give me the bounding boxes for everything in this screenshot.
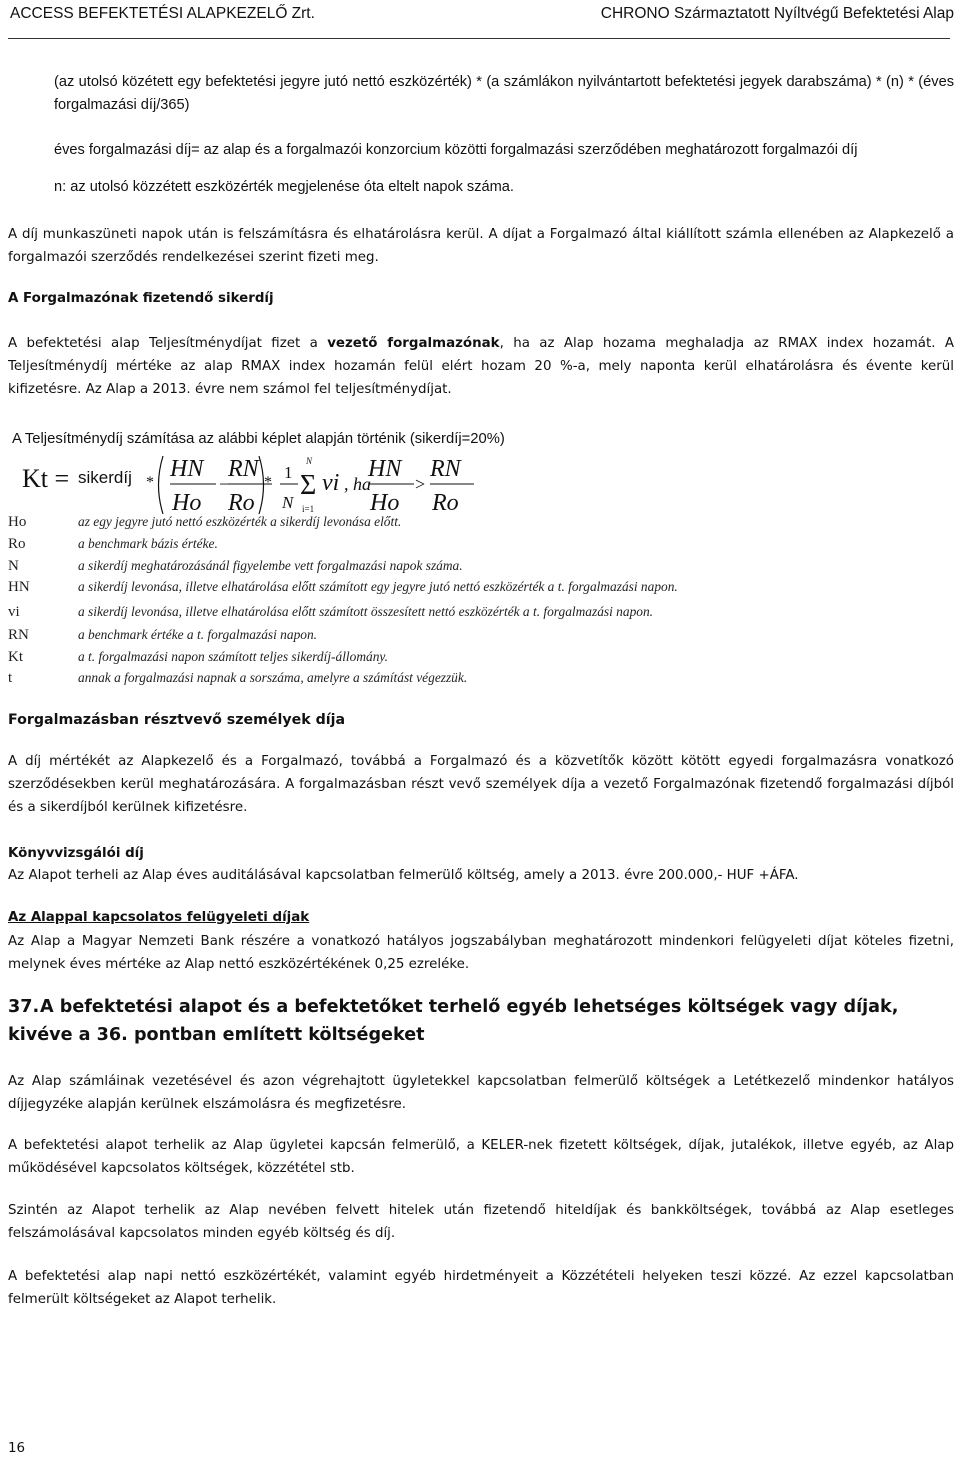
formula-ho-compare-bottom: Ho	[370, 490, 400, 516]
formula-rn-compare-top: RN	[430, 456, 461, 482]
legend-row	[8, 604, 948, 624]
formula-ho-bottom: Ho	[172, 490, 202, 516]
supervision-heading: Az Alappal kapcsolatos felügyeleti díjak	[8, 910, 310, 925]
legend-definition: az egy jegyre jutó nettó eszközérték a sikerdíj levonása előtt.	[78, 514, 402, 529]
formula-sum-top: N	[306, 456, 313, 466]
legend-symbol: vi	[8, 604, 20, 620]
legend-row	[8, 649, 948, 669]
formula-hn-top: HN	[170, 456, 204, 482]
legend-definition: a sikerdíj meghatározásánál figyelembe vett forgalmazási napok száma.	[78, 558, 463, 573]
legend-row	[8, 670, 948, 690]
legend-definition: a sikerdíj levonása, illetve elhatárolása előtt számított egy jegyre jutó nettó eszközérték a t. forgalmazási napon.	[78, 579, 678, 594]
n-definition: n: az utolsó közzétett eszközérték megjelenése óta eltelt napok száma.	[54, 179, 514, 195]
participants-heading: Forgalmazásban résztvevő személyek díja	[8, 712, 346, 728]
section-37-paragraph-3: Szintén az Alapot terhelik az Alap nevében felvett hitelek után fizetendő hiteldíjak és bankköltségek, továbbá az Alap esetleges felszámolásával kapcsolatos minden egyéb költség és díj.	[8, 1203, 954, 1241]
legend-symbol: Kt	[8, 649, 23, 665]
fee-paragraph: A díj munkaszüneti napok után is felszámításra és elhatárolásra kerül. A díjat a Forgalmazó által kiállított számla ellenében az Alapkezelő a forgalmazói szerződés rendelkezései szerint fizeti meg.	[8, 227, 954, 265]
formula-kt: Kt =	[22, 464, 70, 493]
header-company: ACCESS BEFEKTETÉSI ALAPKEZELŐ Zrt.	[10, 5, 315, 22]
legend-symbol: N	[8, 558, 19, 574]
formula-n-denominator: N	[282, 493, 294, 512]
section-37-paragraph-1: Az Alap számláinak vezetésével és azon végrehajtott ügyletekkel kapcsolatban felmerülő költségek a Letétkezelő mindenkor hatályos díjjegyzéke alapján kerülnek elszámolásra és megfizetésre.	[8, 1074, 954, 1112]
success-fee-heading: A Forgalmazónak fizetendő sikerdíj	[8, 291, 274, 306]
formula-intro: A Teljesítménydíj számítása az alábbi képlet alapján történik (sikerdíj=20%)	[12, 431, 505, 447]
formula-star-1: *	[146, 474, 154, 491]
legend-symbol: t	[8, 670, 13, 686]
formula-sikerdij: sikerdíj	[78, 468, 132, 487]
formula-hn-compare-top: HN	[368, 456, 402, 482]
formula-minus: −	[219, 474, 230, 494]
page-number: 16	[8, 1441, 26, 1456]
legend-definition: a sikerdíj levonása, illetve elhatárolása előtt számított összesített nettó eszközérték a t. forgalmazási napon.	[78, 604, 653, 619]
header-fund-name: CHRONO Származtatott Nyíltvégű Befektetési Alap	[600, 5, 954, 22]
formula-gt: >	[415, 474, 426, 494]
legend-definition: a benchmark értéke a t. forgalmazási napon.	[78, 627, 318, 642]
auditor-heading: Könyvvizsgálói díj	[8, 846, 144, 861]
legend-symbol: HN	[8, 579, 30, 595]
formula-sum-bottom: i=1	[302, 504, 315, 514]
formula-sigma: Σ	[300, 470, 317, 501]
legend-symbol: Ro	[8, 536, 26, 552]
formula-star-2: *	[264, 474, 272, 491]
formula-ro-compare-bottom: Ro	[432, 490, 459, 516]
section-37-heading	[8, 993, 954, 1049]
participants-paragraph: A díj mértékét az Alapkezelő és a Forgalmazó, továbbá a Forgalmazó és a közvetítők között kötött egyedi forgalmazásra vonatkozó szerződésekben kerül meghatározására. A forgalmazásban részt vevő személyek díja a vezető Forgalmazónak fizetendő forgalmazási díjból és a sikerdíjból kerülnek kifizetésre.	[8, 754, 954, 815]
header-rule	[8, 38, 950, 39]
legend-row	[8, 536, 948, 556]
section-37-paragraph-2: A befektetési alapot terhelik az Alap ügyletei kapcsán felmerülő, a KELER-nek fizetett költségek, díjak, jutalékok, illetve egyéb, az Alap működésével kapcsolatos költségek, közzététel stb.	[8, 1138, 954, 1176]
legend-definition: annak a forgalmazási napnak a sorszáma, amelyre a számítást végezzük.	[78, 670, 468, 685]
formula-rn-top: RN	[228, 456, 259, 482]
legend-symbol: Ho	[8, 514, 27, 530]
legend-definition: a benchmark bázis értéke.	[78, 536, 218, 551]
legend-row	[8, 579, 948, 599]
formula-ha: , ha	[344, 474, 371, 494]
performance-fee-paragraph: A befektetési alap Teljesítménydíjat fizet a vezető forgalmazónak, ha az Alap hozama meghaladja az RMAX index hozamát. A Teljesítménydíj mértéke az alap RMAX index hozamán felül elért hozam 20 %-a, mely naponta kerül elhatárolásra és évente kerül kifizetésre. Az Alap a 2013. évre nem számol fel teljesítménydíjat.	[8, 336, 955, 397]
legend-row	[8, 627, 948, 647]
formula-one: 1	[284, 463, 293, 482]
auditor-paragraph: Az Alapot terheli az Alap éves auditálásával kapcsolatban felmerülő költség, amely a 2013. évre 200.000,- HUF +ÁFA.	[8, 868, 799, 883]
legend-definition: a t. forgalmazási napon számított teljes sikerdíj-állomány.	[78, 649, 388, 664]
formula-ro-bottom: Ro	[228, 490, 255, 516]
legend-row	[8, 558, 948, 578]
section-37-paragraph-4: A befektetési alap napi nettó eszközértékét, valamint egyéb hirdetményeit a Közzétételi helyeken teszi közzé. Az ezzel kapcsolatban felmerült költségeket az Alapot terhelik.	[8, 1269, 954, 1307]
formula-vi: vi	[322, 470, 340, 496]
legend-symbol: RN	[8, 627, 29, 643]
supervision-paragraph: Az Alap a Magyar Nemzeti Bank részére a vonatkozó hatályos jogszabályban meghatározott mindenkori felügyeleti díjat köteles fizetni, melynek éves mértéke az Alap nettó eszközértékének 0,25 ezreléke.	[8, 934, 954, 972]
section-title: A befektetési alapot és a befektetőket terhelő egyéb lehetséges költségek vagy díjak, kivéve a 36. pontban említett költségeket	[8, 997, 899, 1045]
annual-fee-definition: éves forgalmazási díj= az alap és a forgalmazói konzorcium közötti forgalmazási szerződében meghatározott forgalmazói díj	[54, 142, 858, 158]
section-number: 37.	[8, 997, 40, 1017]
formula-description: (az utolsó közétett egy befektetési jegyre jutó nettó eszközérték) * (a számlákon nyilvántartott befektetési jegyek darabszáma) * (n) * (éves forgalmazási díj/365)	[54, 74, 954, 113]
performance-fee-formula	[22, 450, 482, 520]
legend-row	[8, 514, 948, 534]
